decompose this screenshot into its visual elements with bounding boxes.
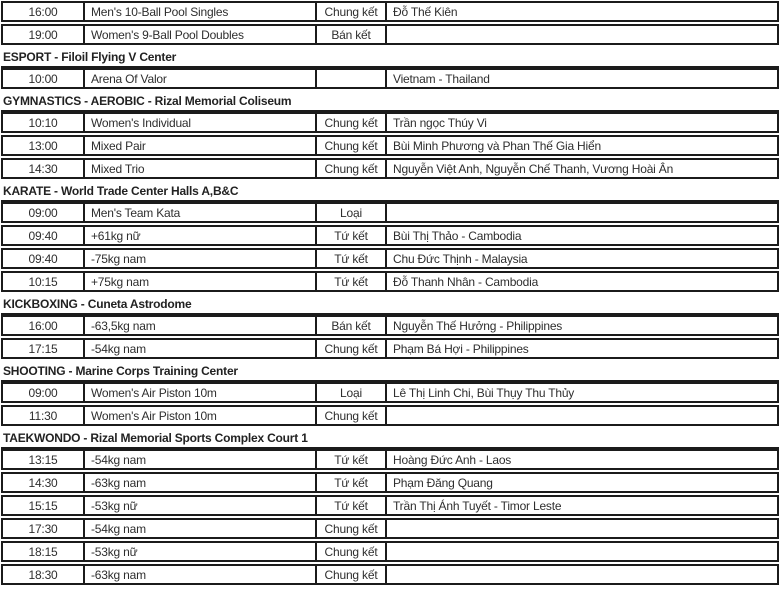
athletes-cell bbox=[387, 26, 777, 43]
event-cell: -53kg nữ bbox=[85, 543, 317, 560]
round-cell: Chung kết bbox=[317, 3, 387, 20]
time-cell: 13:15 bbox=[3, 451, 85, 468]
time-cell: 19:00 bbox=[3, 26, 85, 43]
time-cell: 11:30 bbox=[3, 407, 85, 424]
table-row bbox=[1, 449, 779, 470]
time-cell: 09:00 bbox=[3, 204, 85, 221]
table-row bbox=[1, 248, 779, 269]
athletes-cell: Chu Đức Thịnh - Malaysia bbox=[393, 251, 528, 266]
time-cell: 09:40 bbox=[3, 250, 85, 267]
round-cell: Tứ kết bbox=[317, 250, 387, 267]
round-cell: Chung kết bbox=[317, 340, 387, 357]
event-cell: Women's Air Piston 10m bbox=[85, 407, 317, 424]
time-cell: 09:40 bbox=[3, 227, 85, 244]
table-row bbox=[1, 382, 779, 403]
table-row bbox=[1, 1, 779, 22]
round-cell: Tứ kết bbox=[317, 227, 387, 244]
athletes-cell: Phạm Bá Hợi - Philippines bbox=[393, 341, 529, 356]
time-cell: 09:00 bbox=[3, 384, 85, 401]
event-cell: Women's Individual bbox=[85, 114, 317, 131]
time-cell: 16:00 bbox=[3, 3, 85, 20]
event-cell: -63kg nam bbox=[85, 474, 317, 491]
athletes-cell: Nguyễn Thế Hưởng - Philippines bbox=[393, 318, 563, 333]
round-cell: Chung kết bbox=[317, 566, 387, 583]
athletes-cell: Vietnam - Thailand bbox=[393, 71, 490, 86]
event-cell: Women's 9-Ball Pool Doubles bbox=[85, 26, 317, 43]
round-cell: Loại bbox=[317, 204, 387, 221]
table-row bbox=[1, 225, 779, 246]
round-cell: Chung kết bbox=[317, 543, 387, 560]
section-header-kickboxing: KICKBOXING - Cuneta Astrodome bbox=[1, 294, 779, 315]
athletes-cell: Lê Thị Linh Chi, Bùi Thụy Thu Thủy bbox=[393, 385, 575, 400]
athletes-cell: Hoàng Đức Anh - Laos bbox=[393, 452, 512, 467]
event-cell: -53kg nữ bbox=[85, 497, 317, 514]
table-row bbox=[1, 472, 779, 493]
time-cell: 18:15 bbox=[3, 543, 85, 560]
time-cell: 15:15 bbox=[3, 497, 85, 514]
time-cell: 17:30 bbox=[3, 520, 85, 537]
table-row bbox=[1, 135, 779, 156]
time-cell: 10:15 bbox=[3, 273, 85, 290]
athletes-cell: Trần ngọc Thúy Vi bbox=[393, 115, 487, 130]
event-cell: Mixed Trio bbox=[85, 160, 317, 177]
event-cell: +75kg nam bbox=[85, 273, 317, 290]
table-row bbox=[1, 112, 779, 133]
event-cell: -54kg nam bbox=[85, 520, 317, 537]
time-cell: 13:00 bbox=[3, 137, 85, 154]
event-cell: Women's Air Piston 10m bbox=[85, 384, 317, 401]
event-cell: Men's 10-Ball Pool Singles bbox=[85, 3, 317, 20]
time-cell: 10:00 bbox=[3, 70, 85, 87]
event-cell: -54kg nam bbox=[85, 340, 317, 357]
event-cell: +61kg nữ bbox=[85, 227, 317, 244]
section-header-karate: KARATE - World Trade Center Halls A,B&C bbox=[1, 181, 779, 202]
athletes-cell bbox=[387, 407, 777, 424]
athletes-cell: Nguyễn Việt Anh, Nguyễn Chế Thanh, Vương Hoài Ân bbox=[393, 161, 674, 176]
table-row bbox=[1, 315, 779, 336]
table-row bbox=[1, 405, 779, 426]
round-cell: Bán kết bbox=[317, 317, 387, 334]
table-row bbox=[1, 158, 779, 179]
event-cell: -63kg nam bbox=[85, 566, 317, 583]
table-row bbox=[1, 68, 779, 89]
athletes-cell bbox=[387, 543, 777, 560]
table-row bbox=[1, 564, 779, 585]
event-cell: -54kg nam bbox=[85, 451, 317, 468]
round-cell: Tứ kết bbox=[317, 474, 387, 491]
round-cell: Chung kết bbox=[317, 520, 387, 537]
time-cell: 14:30 bbox=[3, 160, 85, 177]
athletes-cell: Trần Thị Ánh Tuyết - Timor Leste bbox=[393, 498, 562, 513]
athletes-cell: Bùi Thị Thảo - Cambodia bbox=[393, 228, 522, 243]
round-cell: Chung kết bbox=[317, 407, 387, 424]
athletes-cell: Đỗ Thanh Nhân - Cambodia bbox=[393, 274, 539, 289]
athletes-cell bbox=[387, 566, 777, 583]
event-cell: Mixed Pair bbox=[85, 137, 317, 154]
table-row bbox=[1, 518, 779, 539]
athletes-cell bbox=[387, 204, 777, 221]
round-cell: Chung kết bbox=[317, 160, 387, 177]
table-row bbox=[1, 24, 779, 45]
time-cell: 18:30 bbox=[3, 566, 85, 583]
event-cell: Arena Of Valor bbox=[85, 70, 317, 87]
time-cell: 14:30 bbox=[3, 474, 85, 491]
section-header-shooting: SHOOTING - Marine Corps Training Center bbox=[1, 361, 779, 382]
event-cell: Men's Team Kata bbox=[85, 204, 317, 221]
round-cell: Tứ kết bbox=[317, 497, 387, 514]
round-cell: Chung kết bbox=[317, 137, 387, 154]
table-row bbox=[1, 338, 779, 359]
round-cell bbox=[317, 70, 387, 87]
event-cell: -63,5kg nam bbox=[85, 317, 317, 334]
round-cell: Tứ kết bbox=[317, 451, 387, 468]
athletes-cell bbox=[387, 520, 777, 537]
round-cell: Chung kết bbox=[317, 114, 387, 131]
time-cell: 10:10 bbox=[3, 114, 85, 131]
athletes-cell: Phạm Đăng Quang bbox=[393, 475, 493, 490]
round-cell: Loại bbox=[317, 384, 387, 401]
table-row bbox=[1, 495, 779, 516]
table-row bbox=[1, 202, 779, 223]
round-cell: Bán kết bbox=[317, 26, 387, 43]
table-row bbox=[1, 541, 779, 562]
time-cell: 16:00 bbox=[3, 317, 85, 334]
athletes-cell: Bùi Minh Phương và Phan Thế Gia Hiển bbox=[393, 138, 601, 153]
table-row bbox=[1, 271, 779, 292]
event-cell: -75kg nam bbox=[85, 250, 317, 267]
section-header-esport: ESPORT - Filoil Flying V Center bbox=[1, 47, 779, 68]
time-cell: 17:15 bbox=[3, 340, 85, 357]
athletes-cell: Đỗ Thế Kiên bbox=[393, 4, 458, 19]
section-header-gymnastics: GYMNASTICS - AEROBIC - Rizal Memorial Coliseum bbox=[1, 91, 779, 112]
section-header-taekwondo: TAEKWONDO - Rizal Memorial Sports Complex Court 1 bbox=[1, 428, 779, 449]
round-cell: Tứ kết bbox=[317, 273, 387, 290]
